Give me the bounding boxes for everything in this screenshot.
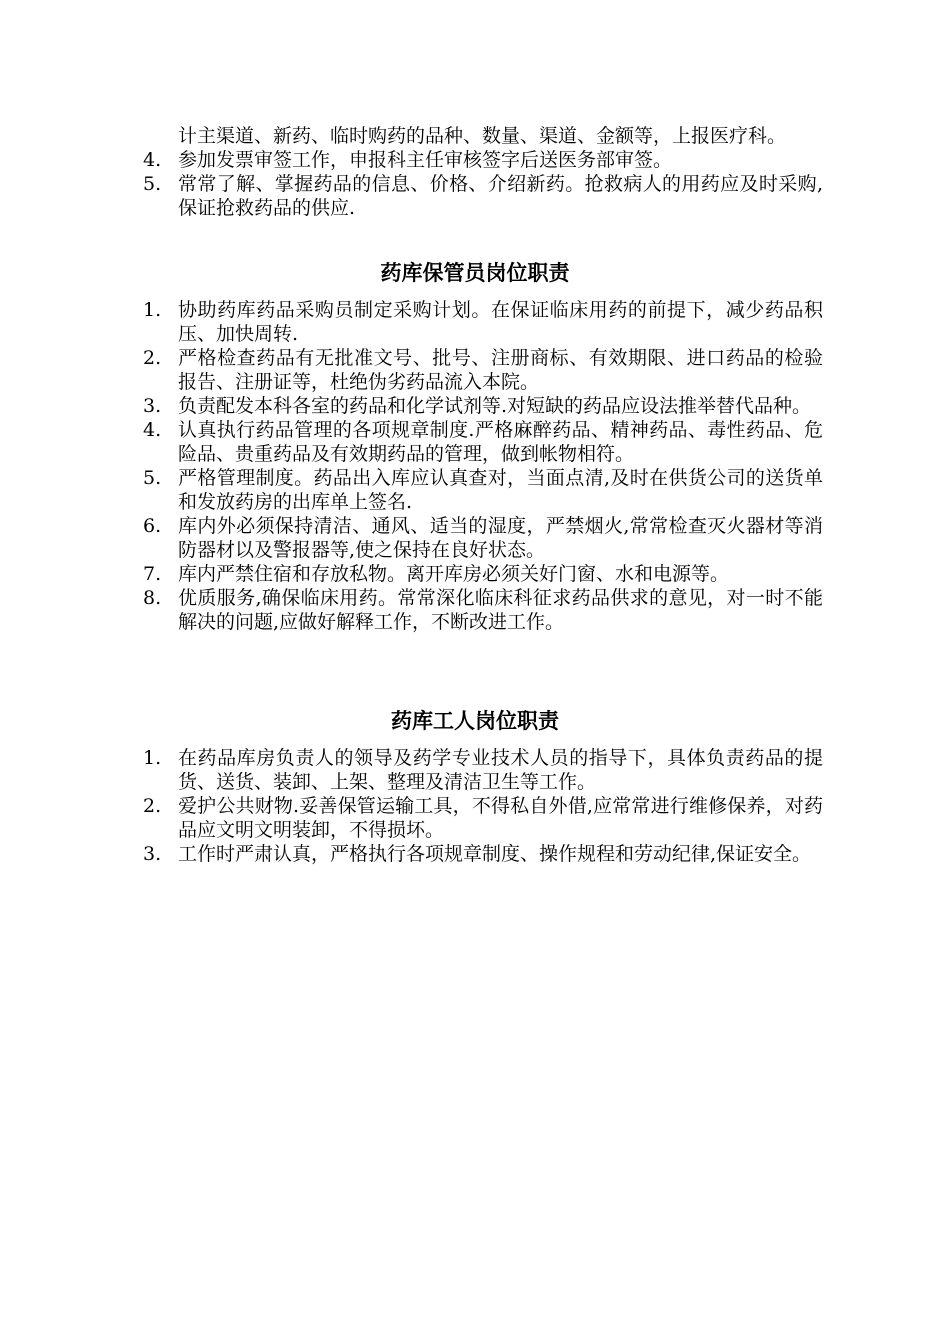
- item-number: 5.: [143, 467, 162, 489]
- item-text: 严格检查药品有无批准文号、批号、注册商标、有效期限、进口药品的检验报告、注册证等，杜绝伪劣药品流入本院。: [178, 347, 823, 393]
- item-number: 2.: [143, 795, 162, 817]
- item-number: 5.: [143, 173, 162, 195]
- item-number: 3.: [143, 395, 162, 417]
- section-1-list: [143, 298, 823, 634]
- item-text: 工作时严肃认真，严格执行各项规章制度、操作规程和劳动纪律,保证安全。: [178, 843, 812, 865]
- item-text: 负责配发本科各室的药品和化学试剂等.对短缺的药品应设法推举替代品种。: [178, 395, 812, 417]
- list-item: [143, 298, 823, 346]
- list-item: [143, 172, 823, 220]
- item-number: 3.: [143, 843, 162, 865]
- item-number: 1.: [143, 299, 162, 321]
- list-item: [143, 746, 823, 794]
- list-item: [143, 842, 823, 866]
- list-item: [143, 418, 823, 466]
- section-2-title: 药库工人岗位职责: [391, 708, 559, 733]
- list-item: [143, 346, 823, 394]
- item-number: 4.: [143, 149, 162, 171]
- item-text: 认真执行药品管理的各项规章制度.严格麻醉药品、精神药品、毒性药品、危险品、贵重药品及有效期药品的管理，做到帐物相符。: [178, 419, 823, 465]
- item-number: 1.: [143, 747, 162, 769]
- item-number: 8.: [143, 587, 162, 609]
- item-number: 4.: [143, 419, 162, 441]
- item-text: 爱护公共财物.妥善保管运输工具，不得私自外借,应常常进行维修保养，对药品应文明文明装卸，不得损坏。: [178, 795, 823, 841]
- item-text: 严格管理制度。药品出入库应认真查对，当面点清,及时在供货公司的送货单和发放药房的出库单上签名.: [178, 467, 823, 513]
- item-number: 2.: [143, 347, 162, 369]
- list-item: [143, 148, 823, 172]
- section-1-title: 药库保管员岗位职责: [380, 260, 570, 285]
- item-text: 库内严禁住宿和存放私物。离开库房必须关好门窗、水和电源等。: [178, 563, 730, 585]
- item-text: 参加发票审签工作，申报科主任审核签字后送医务部审签。: [178, 149, 673, 171]
- continuation-text: 计主渠道、新药、临时购药的品种、数量、渠道、金额等，上报医疗科。: [178, 125, 787, 147]
- item-number: 7.: [143, 563, 162, 585]
- list-item: [143, 466, 823, 514]
- item-text: 协助药库药品采购员制定采购计划。在保证临床用药的前提下，减少药品积压、加快周转.: [178, 299, 823, 345]
- item-number: 6.: [143, 515, 162, 537]
- section-2-list: [143, 746, 823, 866]
- list-item: [143, 514, 823, 562]
- section-0-list: [143, 124, 823, 220]
- item-text: 常常了解、掌握药品的信息、价格、介绍新药。抢救病人的用药应及时采购,保证抢救药品的供应.: [178, 173, 823, 219]
- list-item: [143, 794, 823, 842]
- item-text: 库内外必须保持清洁、通风、适当的湿度，严禁烟火,常常检查灭火器材等消防器材以及警报器等,使之保持在良好状态。: [178, 515, 823, 561]
- list-item: [143, 562, 823, 586]
- list-item: [143, 586, 823, 634]
- list-item: [143, 394, 823, 418]
- item-text: 在药品库房负责人的领导及药学专业技术人员的指导下，具体负责药品的提货、送货、装卸、上架、整理及清洁卫生等工作。: [178, 747, 823, 793]
- item-text: 优质服务,确保临床用药。常常深化临床科征求药品供求的意见，对一时不能解决的问题,应做好解释工作，不断改进工作。: [178, 587, 823, 633]
